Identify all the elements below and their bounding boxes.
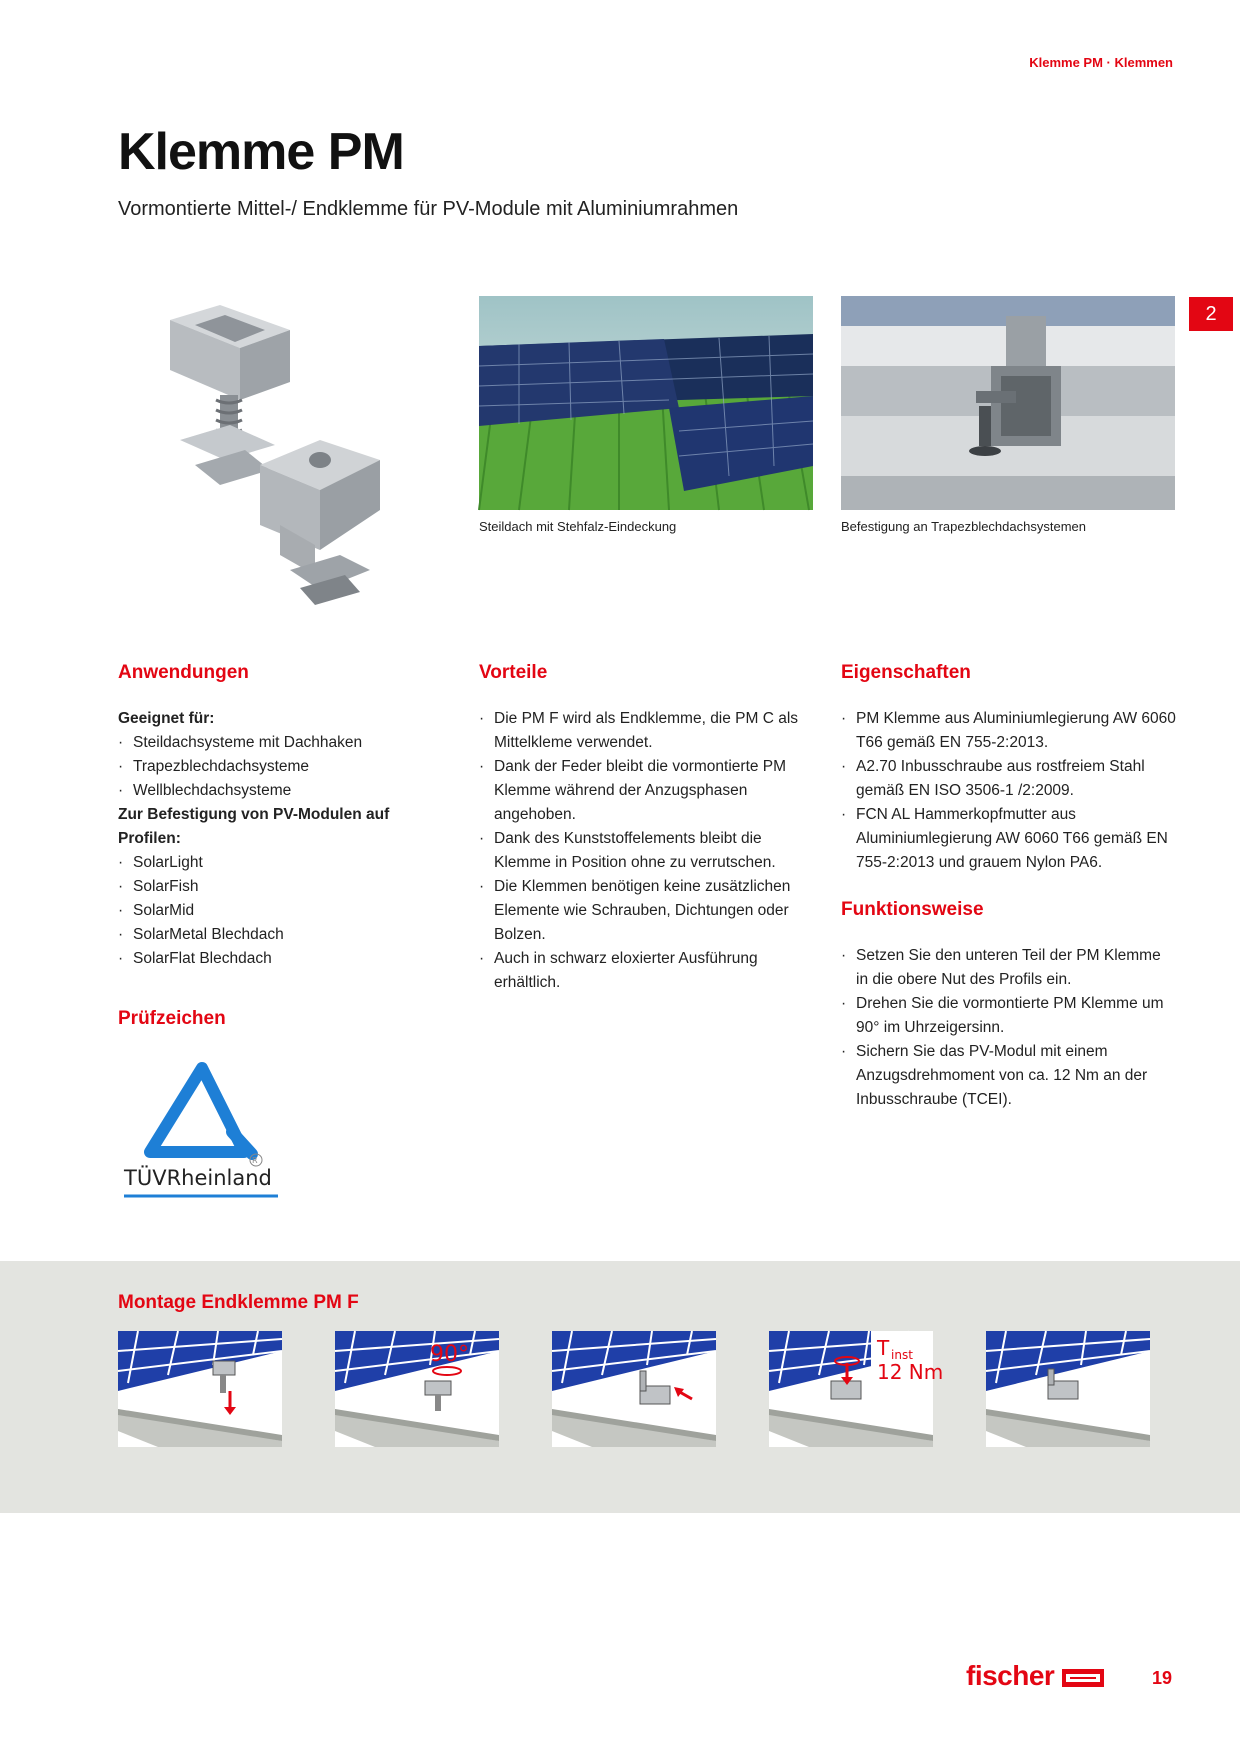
profiles-label: Zur Befestigung von PV-Modulen auf Profilen:	[118, 806, 390, 847]
list-item: · A2.70 Inbusschraube aus rostfreiem Stahl gemäß EN ISO 3506-1 /2:2009.	[841, 755, 1176, 803]
montage-step-1	[118, 1331, 282, 1447]
section-heading-anwendungen: Anwendungen	[118, 662, 249, 683]
list-item: · Drehen Sie die vormontierte PM Klemme um 90° im Uhrzeigersinn.	[841, 992, 1176, 1040]
list-item: · Auch in schwarz eloxierter Ausführung erhältlich.	[479, 947, 809, 995]
photo-trapezoidal-roof	[841, 296, 1175, 510]
page-number: 19	[1151, 1668, 1172, 1688]
section-heading-vorteile: Vorteile	[479, 662, 548, 683]
funktionsweise-column	[841, 944, 1176, 1112]
montage-step-2	[335, 1331, 499, 1447]
fischer-logo	[966, 1660, 1104, 1692]
brand-mark-icon	[1062, 1669, 1104, 1687]
section-heading-montage: Montage Endklemme PM F	[118, 1292, 359, 1313]
step4-label-sub: inst	[891, 1348, 913, 1362]
list-item: · Wellblechdachsysteme	[118, 779, 438, 803]
eigenschaften-column	[841, 707, 1176, 875]
photo-caption: Steildach mit Stehfalz-Eindeckung	[479, 519, 677, 534]
step4-label-value: 12 Nm	[877, 1360, 944, 1384]
photo-steep-roof	[479, 296, 813, 510]
step4-label-t: T	[877, 1336, 890, 1360]
list-item: · PM Klemme aus Aluminiumlegierung AW 6060 T66 gemäß EN 755-2:2013.	[841, 707, 1176, 755]
step2-label: 90°	[430, 1342, 469, 1367]
list-item: · Die Klemmen benötigen keine zusätzlichen Elemente wie Schrauben, Dichtungen oder Bolzen.	[479, 875, 809, 947]
brand-name: fischer	[966, 1660, 1055, 1691]
anwendungen-column	[118, 707, 438, 971]
list-item: · SolarFish	[118, 875, 438, 899]
product-clamp-image	[150, 300, 420, 620]
list-item: · SolarLight	[118, 851, 438, 875]
montage-step-3	[552, 1331, 716, 1447]
list-item: · FCN AL Hammerkopfmutter aus Aluminiumlegierung AW 6060 T66 gemäß EN 755-2:2013 und grauem Nylon PA6.	[841, 803, 1176, 875]
page-subtitle: Vormontierte Mittel-/ Endklemme für PV-Module mit Aluminiumrahmen	[118, 198, 739, 220]
list-item: · Trapezblechdachsysteme	[118, 755, 438, 779]
tuv-logo-text: TÜVRheinland	[124, 1166, 272, 1190]
list-item: · Dank des Kunststoffelements bleibt die Klemme in Position ohne zu verrutschen.	[479, 827, 809, 875]
section-heading-funktionsweise: Funktionsweise	[841, 899, 984, 920]
montage-step-4	[769, 1331, 944, 1447]
list-item: · Sichern Sie das PV-Modul mit einem Anzugsdrehmoment von ca. 12 Nm an der Inbusschraube (TCEI).	[841, 1040, 1176, 1112]
chapter-tab: 2	[1189, 297, 1233, 331]
section-heading-eigenschaften: Eigenschaften	[841, 662, 971, 683]
page-title: Klemme PM	[118, 123, 404, 181]
svg-text:R: R	[252, 1156, 258, 1165]
vorteile-column	[479, 707, 809, 995]
photo-caption: Befestigung an Trapezblechdachsystemen	[841, 519, 1086, 534]
montage-step-5	[986, 1331, 1150, 1447]
list-item: · SolarFlat Blechdach	[118, 947, 438, 971]
list-item: · Setzen Sie den unteren Teil der PM Klemme in die obere Nut des Profils ein.	[841, 944, 1176, 992]
list-item: · SolarMid	[118, 899, 438, 923]
list-item: · Dank der Feder bleibt die vormontierte PM Klemme während der Anzugsphasen angehoben.	[479, 755, 809, 827]
suitable-label: Geeignet für:	[118, 710, 215, 727]
list-item: · Steildachsysteme mit Dachhaken	[118, 731, 438, 755]
list-item: · SolarMetal Blechdach	[118, 923, 438, 947]
section-heading-pruefzeichen: Prüfzeichen	[118, 1008, 226, 1029]
breadcrumb: Klemme PM · Klemmen	[1029, 55, 1173, 70]
tuv-rheinland-logo	[120, 1062, 284, 1202]
list-item: · Die PM F wird als Endklemme, die PM C als Mittelkleme verwendet.	[479, 707, 809, 755]
